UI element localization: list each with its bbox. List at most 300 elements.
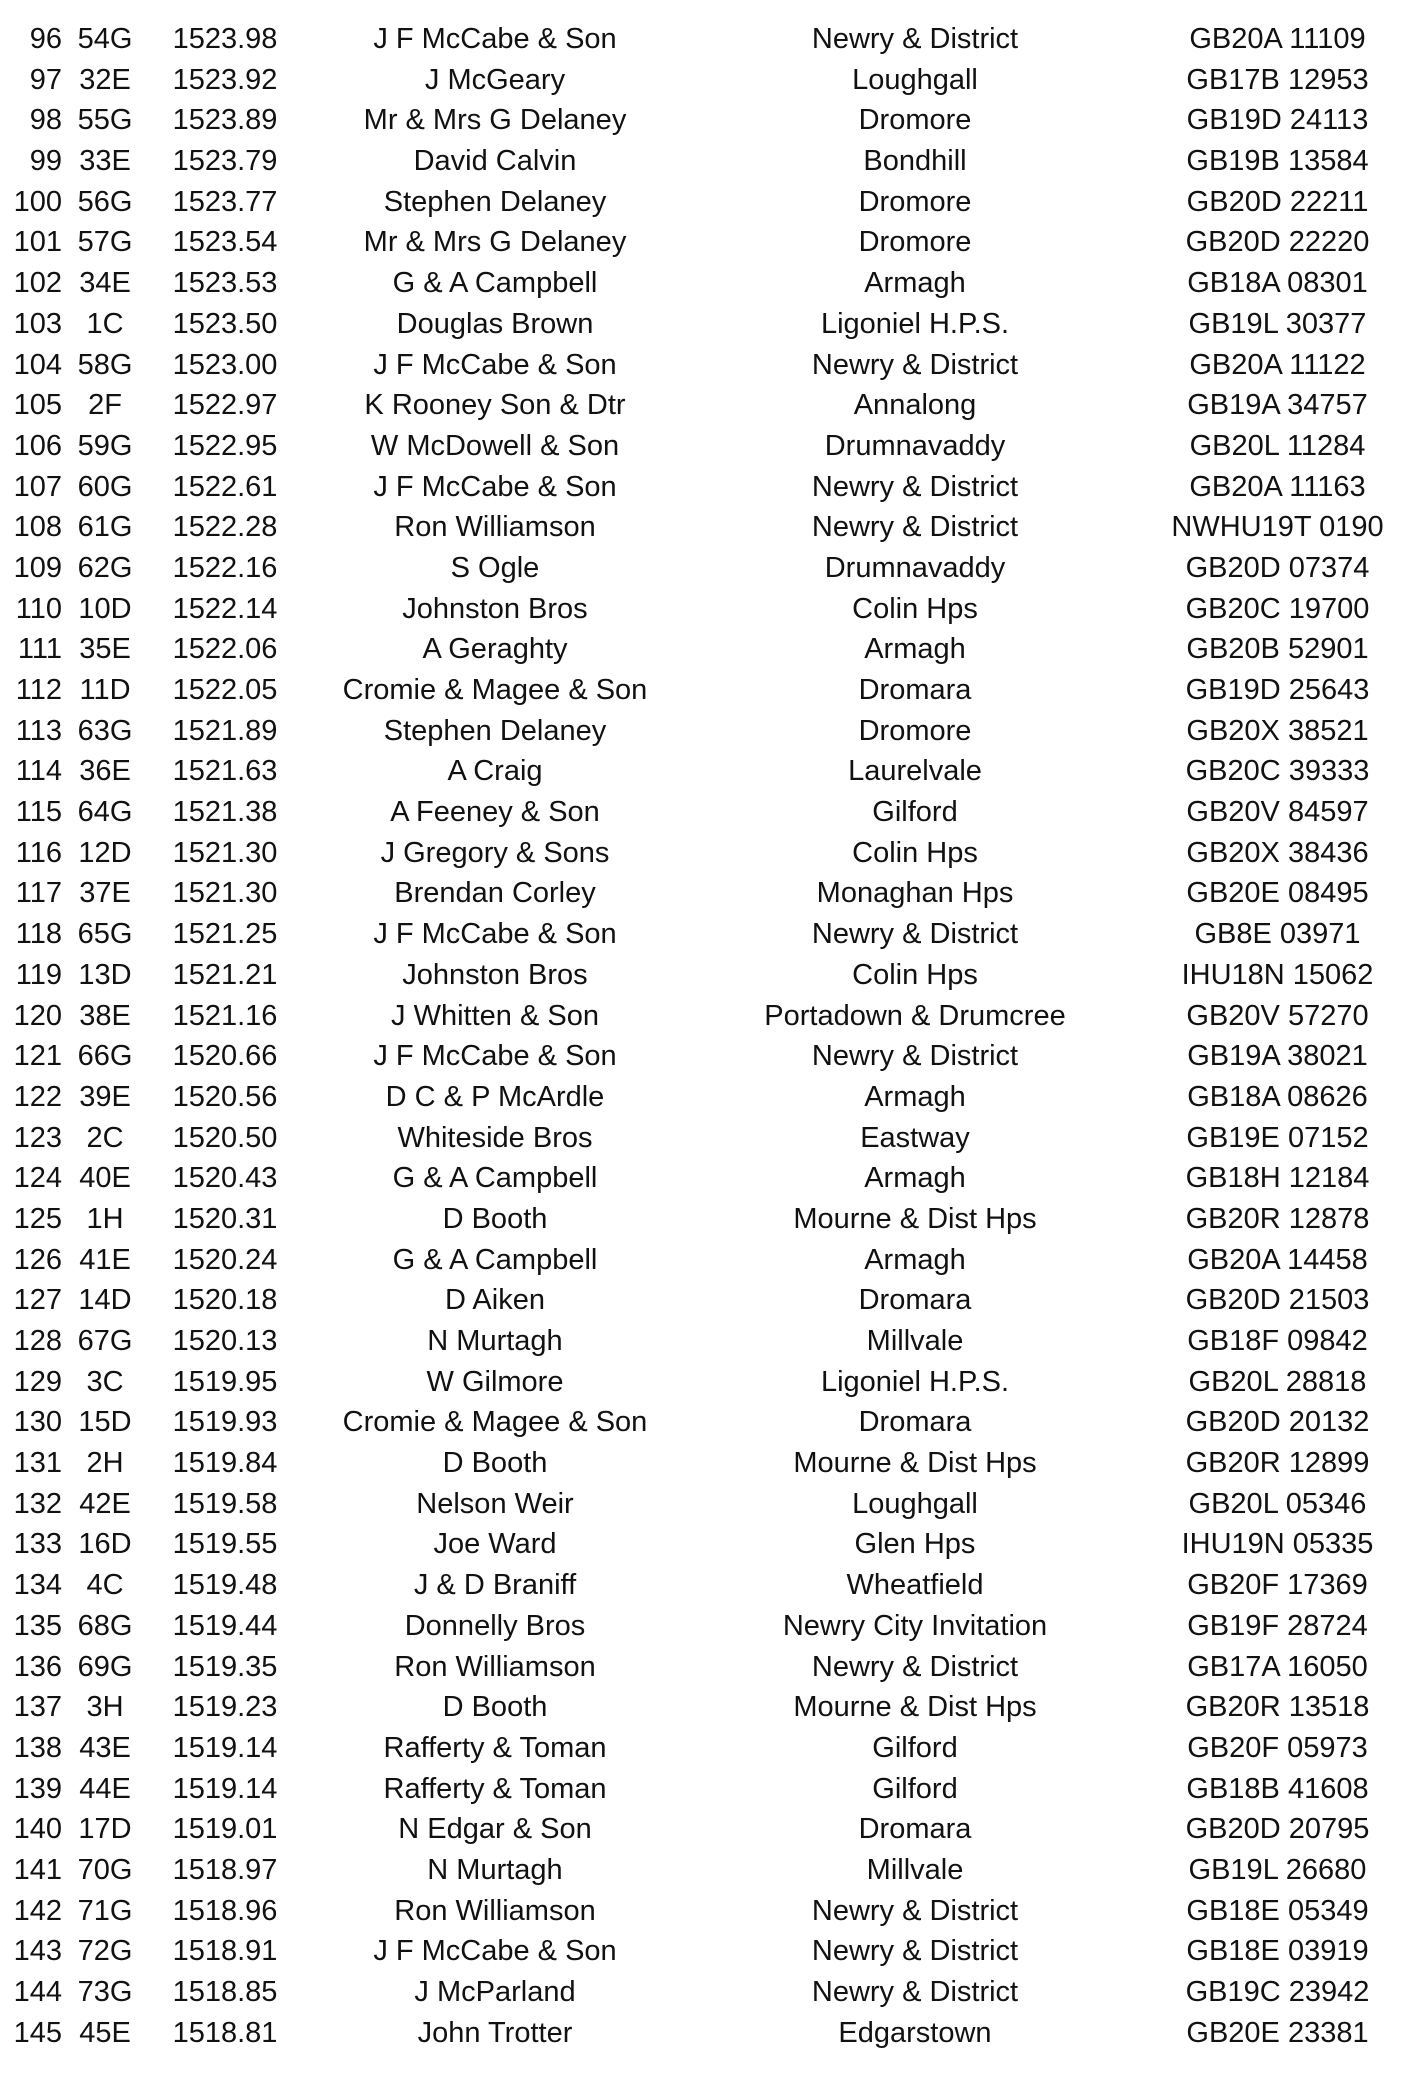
club-cell: Drumnavaddy: [824, 429, 1006, 462]
pen-number-cell: 12D: [78, 836, 132, 869]
position-cell: 110: [15, 592, 62, 625]
velocity-cell: 1519.14: [172, 1731, 278, 1764]
club-cell: Newry & District: [811, 348, 1019, 381]
club-cell: Eastway: [860, 1121, 970, 1154]
velocity-cell: 1519.01: [172, 1813, 278, 1846]
fancier-name-cell: J F McCabe & Son: [373, 1935, 617, 1968]
table-row: [0, 792, 1409, 833]
velocity-cell: 1521.38: [172, 796, 278, 829]
position-cell: 100: [13, 185, 62, 218]
ring-number-cell: GB19E 07152: [1186, 1121, 1369, 1154]
ring-number-cell: GB20L 28818: [1188, 1365, 1367, 1398]
position-cell: 124: [13, 1162, 62, 1195]
pen-number-cell: 70G: [77, 1853, 133, 1886]
pen-number-cell: 69G: [77, 1650, 133, 1683]
table-row: [0, 1118, 1409, 1159]
ring-number-cell: GB18A 08301: [1187, 267, 1368, 300]
velocity-cell: 1519.95: [172, 1365, 278, 1398]
club-cell: Ligoniel H.P.S.: [820, 1365, 1010, 1398]
fancier-name-cell: Ron Williamson: [394, 1894, 596, 1927]
club-cell: Loughgall: [852, 1487, 978, 1520]
fancier-name-cell: S Ogle: [450, 551, 540, 584]
velocity-cell: 1518.91: [172, 1935, 278, 1968]
fancier-name-cell: J Gregory & Sons: [380, 836, 610, 869]
pen-number-cell: 43E: [79, 1731, 131, 1764]
fancier-name-cell: Nelson Weir: [416, 1487, 574, 1520]
fancier-name-cell: K Rooney Son & Dtr: [364, 389, 626, 422]
table-row: [0, 182, 1409, 223]
position-cell: 104: [13, 348, 62, 381]
table-row: [0, 1362, 1409, 1403]
fancier-name-cell: Stephen Delaney: [383, 185, 607, 218]
position-cell: 140: [13, 1813, 62, 1846]
fancier-name-cell: W McDowell & Son: [370, 429, 620, 462]
velocity-cell: 1523.00: [172, 348, 278, 381]
fancier-name-cell: A Craig: [447, 755, 543, 788]
pen-number-cell: 36E: [79, 755, 131, 788]
position-cell: 144: [13, 1976, 62, 2008]
pen-number-cell: 34E: [79, 267, 131, 300]
fancier-name-cell: D Booth: [442, 1202, 548, 1235]
table-row: [0, 1321, 1409, 1362]
table-row: [0, 711, 1409, 752]
position-cell: 123: [13, 1121, 62, 1154]
fancier-name-cell: Whiteside Bros: [397, 1121, 593, 1154]
fancier-name-cell: J F McCabe & Son: [373, 348, 617, 381]
fancier-name-cell: A Geraghty: [422, 633, 568, 666]
ring-number-cell: GB20D 21503: [1185, 1284, 1370, 1317]
ring-number-cell: GB20A 14458: [1187, 1243, 1368, 1276]
results-table: [0, 19, 1409, 2053]
fancier-name-cell: Rafferty & Toman: [383, 1772, 607, 1805]
position-cell: 103: [13, 307, 62, 340]
pen-number-cell: 2F: [88, 389, 122, 422]
table-row: [0, 1728, 1409, 1769]
velocity-cell: 1519.55: [172, 1528, 278, 1561]
ring-number-cell: GB20R 12899: [1185, 1447, 1370, 1480]
club-cell: Portadown & Drumcree: [764, 999, 1066, 1032]
fancier-name-cell: D Aiken: [445, 1284, 545, 1317]
fancier-name-cell: J McParland: [414, 1976, 576, 2008]
ring-number-cell: GB19D 25643: [1185, 674, 1370, 706]
velocity-cell: 1518.85: [172, 1976, 278, 2008]
club-cell: Gilford: [872, 1772, 958, 1805]
table-row: [0, 1647, 1409, 1688]
table-row: [0, 100, 1409, 141]
position-cell: 132: [13, 1487, 62, 1520]
club-cell: Newry City Invitation: [782, 1609, 1048, 1642]
pen-number-cell: 68G: [77, 1609, 133, 1642]
club-cell: Ligoniel H.P.S.: [820, 307, 1010, 340]
pen-number-cell: 13D: [78, 958, 132, 991]
club-cell: Dromore: [858, 714, 972, 747]
position-cell: 142: [13, 1894, 62, 1927]
fancier-name-cell: Cromie & Magee & Son: [342, 1406, 648, 1439]
table-row: [0, 1036, 1409, 1077]
pen-number-cell: 62G: [77, 551, 133, 584]
velocity-cell: 1520.56: [172, 1080, 278, 1113]
table-row: [0, 1931, 1409, 1972]
velocity-cell: 1523.50: [172, 307, 278, 340]
club-cell: Colin Hps: [852, 592, 978, 625]
ring-number-cell: IHU18N 15062: [1181, 958, 1374, 991]
fancier-name-cell: Stephen Delaney: [383, 714, 607, 747]
ring-number-cell: GB20A 11163: [1189, 470, 1366, 503]
ring-number-cell: GB20V 84597: [1186, 796, 1369, 829]
table-row: [0, 1524, 1409, 1565]
velocity-cell: 1522.28: [172, 511, 278, 544]
ring-number-cell: GB20R 13518: [1185, 1691, 1370, 1724]
club-cell: Armagh: [864, 1162, 966, 1195]
pen-number-cell: 59G: [77, 429, 133, 462]
ring-number-cell: GB20A 11122: [1189, 348, 1366, 381]
ring-number-cell: GB20E 08495: [1186, 877, 1369, 910]
velocity-cell: 1520.13: [172, 1325, 278, 1357]
position-cell: 96: [29, 23, 62, 55]
table-row: [0, 1850, 1409, 1891]
fancier-name-cell: G & A Campbell: [392, 267, 598, 300]
club-cell: Bondhill: [863, 145, 967, 178]
fancier-name-cell: G & A Campbell: [392, 1243, 598, 1276]
ring-number-cell: GB20X 38521: [1186, 714, 1369, 747]
table-row: [0, 1158, 1409, 1199]
velocity-cell: 1522.61: [172, 470, 278, 503]
ring-number-cell: GB20R 12878: [1185, 1202, 1370, 1235]
fancier-name-cell: Cromie & Magee & Son: [342, 674, 648, 706]
position-cell: 105: [13, 389, 62, 422]
club-cell: Dromore: [858, 185, 972, 218]
position-cell: 141: [13, 1853, 62, 1886]
position-cell: 125: [13, 1202, 62, 1235]
club-cell: Newry & District: [811, 1894, 1019, 1927]
pen-number-cell: 35E: [79, 633, 131, 666]
velocity-cell: 1519.14: [172, 1772, 278, 1805]
velocity-cell: 1521.21: [172, 958, 278, 991]
table-row: [0, 1280, 1409, 1321]
velocity-cell: 1521.89: [172, 714, 278, 747]
table-row: [0, 1565, 1409, 1606]
fancier-name-cell: N Murtagh: [427, 1325, 563, 1357]
table-row: [0, 1077, 1409, 1118]
club-cell: Gilford: [872, 1731, 958, 1764]
velocity-cell: 1523.89: [172, 104, 278, 137]
fancier-name-cell: J Whitten & Son: [391, 999, 599, 1032]
pen-number-cell: 72G: [77, 1935, 133, 1968]
table-row: [0, 1402, 1409, 1443]
position-cell: 133: [13, 1528, 62, 1561]
position-cell: 98: [29, 104, 62, 137]
position-cell: 99: [29, 145, 62, 178]
fancier-name-cell: David Calvin: [413, 145, 577, 178]
table-row: [0, 1240, 1409, 1281]
pen-number-cell: 57G: [77, 226, 133, 259]
table-row: [0, 751, 1409, 792]
ring-number-cell: GB20L 05346: [1188, 1487, 1367, 1520]
pen-number-cell: 73G: [77, 1976, 133, 2008]
ring-number-cell: GB19C 23942: [1185, 1976, 1370, 2008]
pen-number-cell: 67G: [77, 1325, 133, 1357]
club-cell: Annalong: [853, 389, 977, 422]
club-cell: Gilford: [872, 796, 958, 829]
pen-number-cell: 54G: [77, 23, 133, 55]
table-row: [0, 873, 1409, 914]
ring-number-cell: GB20D 22211: [1186, 185, 1369, 218]
ring-number-cell: GB20C 19700: [1185, 592, 1370, 625]
fancier-name-cell: N Murtagh: [427, 1853, 563, 1886]
pen-number-cell: 37E: [79, 877, 131, 910]
table-row: [0, 1606, 1409, 1647]
position-cell: 135: [13, 1609, 62, 1642]
velocity-cell: 1519.35: [172, 1650, 278, 1683]
position-cell: 108: [13, 511, 62, 544]
ring-number-cell: GB20V 57270: [1186, 999, 1369, 1032]
position-cell: 127: [13, 1284, 62, 1317]
velocity-cell: 1522.14: [172, 592, 278, 625]
pen-number-cell: 1C: [86, 307, 124, 340]
fancier-name-cell: Donnelly Bros: [404, 1609, 586, 1642]
club-cell: Newry & District: [811, 470, 1019, 503]
table-row: [0, 426, 1409, 467]
pen-number-cell: 60G: [77, 470, 133, 503]
club-cell: Dromara: [858, 1406, 972, 1439]
ring-number-cell: GB17A 16050: [1187, 1650, 1368, 1683]
velocity-cell: 1521.25: [172, 918, 278, 951]
velocity-cell: 1520.43: [172, 1162, 278, 1195]
velocity-cell: 1518.97: [172, 1853, 278, 1886]
velocity-cell: 1519.93: [172, 1406, 278, 1439]
fancier-name-cell: Mr & Mrs G Delaney: [363, 226, 627, 259]
velocity-cell: 1519.48: [172, 1569, 278, 1602]
velocity-cell: 1520.24: [172, 1243, 278, 1276]
velocity-cell: 1519.58: [172, 1487, 278, 1520]
table-row: [0, 1972, 1409, 2013]
club-cell: Millvale: [866, 1853, 964, 1886]
fancier-name-cell: Brendan Corley: [394, 877, 596, 910]
club-cell: Monaghan Hps: [816, 877, 1014, 910]
position-cell: 136: [13, 1650, 62, 1683]
velocity-cell: 1519.44: [172, 1609, 278, 1642]
table-row: [0, 385, 1409, 426]
position-cell: 112: [15, 674, 62, 706]
ring-number-cell: NWHU19T 0190: [1171, 511, 1384, 544]
club-cell: Armagh: [864, 1243, 966, 1276]
table-row: [0, 467, 1409, 508]
table-row: [0, 1891, 1409, 1932]
ring-number-cell: GB20D 20132: [1185, 1406, 1370, 1439]
ring-number-cell: GB18B 41608: [1186, 1772, 1369, 1805]
table-row: [0, 670, 1409, 711]
position-cell: 102: [13, 267, 62, 300]
club-cell: Newry & District: [811, 1935, 1019, 1968]
fancier-name-cell: J & D Braniff: [413, 1569, 577, 1602]
velocity-cell: 1521.16: [172, 999, 278, 1032]
velocity-cell: 1520.50: [172, 1121, 278, 1154]
table-row: [0, 222, 1409, 263]
position-cell: 119: [15, 958, 62, 991]
position-cell: 134: [13, 1569, 62, 1602]
pen-number-cell: 38E: [79, 999, 131, 1032]
ring-number-cell: GB20A 11109: [1189, 23, 1366, 55]
fancier-name-cell: Douglas Brown: [396, 307, 594, 340]
pen-number-cell: 2C: [86, 1121, 124, 1154]
club-cell: Colin Hps: [852, 958, 978, 991]
velocity-cell: 1519.84: [172, 1447, 278, 1480]
club-cell: Wheatfield: [846, 1569, 984, 1602]
fancier-name-cell: Ron Williamson: [394, 511, 596, 544]
club-cell: Millvale: [866, 1325, 964, 1357]
club-cell: Colin Hps: [852, 836, 978, 869]
pen-number-cell: 44E: [79, 1772, 131, 1805]
table-row: [0, 914, 1409, 955]
velocity-cell: 1523.98: [172, 23, 278, 55]
fancier-name-cell: N Edgar & Son: [398, 1813, 592, 1846]
club-cell: Drumnavaddy: [824, 551, 1006, 584]
velocity-cell: 1518.81: [172, 2016, 278, 2049]
ring-number-cell: GB17B 12953: [1186, 63, 1369, 96]
position-cell: 117: [15, 877, 62, 910]
pen-number-cell: 56G: [77, 185, 133, 218]
pen-number-cell: 40E: [79, 1162, 131, 1195]
ring-number-cell: GB20C 39333: [1185, 755, 1370, 788]
club-cell: Dromore: [858, 104, 972, 137]
position-cell: 106: [13, 429, 62, 462]
ring-number-cell: GB20F 17369: [1187, 1569, 1368, 1602]
position-cell: 121: [13, 1040, 62, 1073]
velocity-cell: 1519.23: [172, 1691, 278, 1724]
position-cell: 111: [17, 633, 62, 666]
velocity-cell: 1522.16: [172, 551, 278, 584]
position-cell: 101: [13, 226, 62, 259]
pen-number-cell: 17D: [78, 1813, 132, 1846]
velocity-cell: 1523.92: [172, 63, 278, 96]
velocity-cell: 1523.53: [172, 267, 278, 300]
position-cell: 118: [15, 918, 62, 951]
club-cell: Newry & District: [811, 1040, 1019, 1073]
fancier-name-cell: J F McCabe & Son: [373, 918, 617, 951]
ring-number-cell: GB20B 52901: [1186, 633, 1369, 666]
pen-number-cell: 58G: [77, 348, 133, 381]
fancier-name-cell: Johnston Bros: [402, 592, 588, 625]
club-cell: Mourne & Dist Hps: [793, 1447, 1037, 1480]
club-cell: Mourne & Dist Hps: [793, 1691, 1037, 1724]
ring-number-cell: GB8E 03971: [1194, 918, 1361, 951]
pen-number-cell: 65G: [77, 918, 133, 951]
position-cell: 131: [13, 1447, 62, 1480]
ring-number-cell: GB19A 38021: [1187, 1040, 1368, 1073]
fancier-name-cell: J F McCabe & Son: [373, 23, 617, 55]
fancier-name-cell: John Trotter: [417, 2016, 573, 2049]
ring-number-cell: IHU19N 05335: [1181, 1528, 1374, 1561]
ring-number-cell: GB19D 24113: [1186, 104, 1369, 137]
pen-number-cell: 66G: [77, 1040, 133, 1073]
pen-number-cell: 45E: [79, 2016, 131, 2049]
ring-number-cell: GB20L 11284: [1189, 429, 1366, 462]
table-row: [0, 60, 1409, 101]
club-cell: Dromara: [858, 674, 972, 706]
fancier-name-cell: J F McCabe & Son: [373, 470, 617, 503]
fancier-name-cell: J McGeary: [424, 63, 566, 96]
table-row: [0, 955, 1409, 996]
velocity-cell: 1520.66: [172, 1040, 278, 1073]
pen-number-cell: 2H: [86, 1447, 124, 1480]
fancier-name-cell: W Gilmore: [426, 1365, 564, 1398]
club-cell: Glen Hps: [854, 1528, 976, 1561]
pen-number-cell: 16D: [78, 1528, 132, 1561]
club-cell: Dromara: [858, 1813, 972, 1846]
pen-number-cell: 1H: [86, 1202, 124, 1235]
club-cell: Newry & District: [811, 918, 1019, 951]
pen-number-cell: 55G: [77, 104, 133, 137]
club-cell: Loughgall: [852, 63, 978, 96]
velocity-cell: 1521.30: [172, 877, 278, 910]
fancier-name-cell: D C & P McArdle: [385, 1080, 605, 1113]
pen-number-cell: 10D: [78, 592, 132, 625]
ring-number-cell: GB19A 34757: [1187, 389, 1368, 422]
ring-number-cell: GB18E 05349: [1186, 1894, 1369, 1927]
velocity-cell: 1521.30: [172, 836, 278, 869]
position-cell: 113: [15, 714, 62, 747]
fancier-name-cell: Joe Ward: [433, 1528, 557, 1561]
position-cell: 138: [13, 1731, 62, 1764]
pen-number-cell: 61G: [77, 511, 133, 544]
position-cell: 114: [15, 755, 62, 788]
velocity-cell: 1522.97: [172, 389, 278, 422]
table-row: [0, 263, 1409, 304]
velocity-cell: 1523.79: [172, 145, 278, 178]
club-cell: Dromore: [858, 226, 972, 259]
position-cell: 109: [13, 551, 62, 584]
table-row: [0, 1809, 1409, 1850]
position-cell: 128: [13, 1325, 62, 1357]
pen-number-cell: 32E: [79, 63, 131, 96]
position-cell: 139: [13, 1772, 62, 1805]
ring-number-cell: GB18E 03919: [1186, 1935, 1369, 1968]
position-cell: 115: [15, 796, 62, 829]
pen-number-cell: 4C: [86, 1569, 124, 1602]
club-cell: Mourne & Dist Hps: [793, 1202, 1037, 1235]
pen-number-cell: 64G: [77, 796, 133, 829]
club-cell: Laurelvale: [848, 755, 982, 788]
fancier-name-cell: J F McCabe & Son: [373, 1040, 617, 1073]
position-cell: 145: [13, 2016, 62, 2049]
table-row: [0, 2013, 1409, 2054]
ring-number-cell: GB18A 08626: [1187, 1080, 1368, 1113]
position-cell: 122: [13, 1080, 62, 1113]
fancier-name-cell: D Booth: [442, 1691, 548, 1724]
table-row: [0, 1199, 1409, 1240]
table-row: [0, 1687, 1409, 1728]
ring-number-cell: GB18H 12184: [1185, 1162, 1370, 1195]
table-row: [0, 1769, 1409, 1810]
table-row: [0, 1484, 1409, 1525]
table-row: [0, 19, 1409, 60]
club-cell: Armagh: [864, 633, 966, 666]
fancier-name-cell: Johnston Bros: [402, 958, 588, 991]
table-row: [0, 996, 1409, 1037]
ring-number-cell: GB20D 22220: [1185, 226, 1370, 259]
club-cell: Newry & District: [811, 511, 1019, 544]
club-cell: Newry & District: [811, 23, 1019, 55]
fancier-name-cell: Rafferty & Toman: [383, 1731, 607, 1764]
ring-number-cell: GB19L 30377: [1188, 307, 1367, 340]
ring-number-cell: GB20D 20795: [1185, 1813, 1370, 1846]
fancier-name-cell: Ron Williamson: [394, 1650, 596, 1683]
pen-number-cell: 41E: [79, 1243, 131, 1276]
velocity-cell: 1518.96: [172, 1894, 278, 1927]
ring-number-cell: GB20E 23381: [1186, 2016, 1369, 2049]
ring-number-cell: GB20F 05973: [1187, 1731, 1368, 1764]
club-cell: Newry & District: [811, 1976, 1019, 2008]
